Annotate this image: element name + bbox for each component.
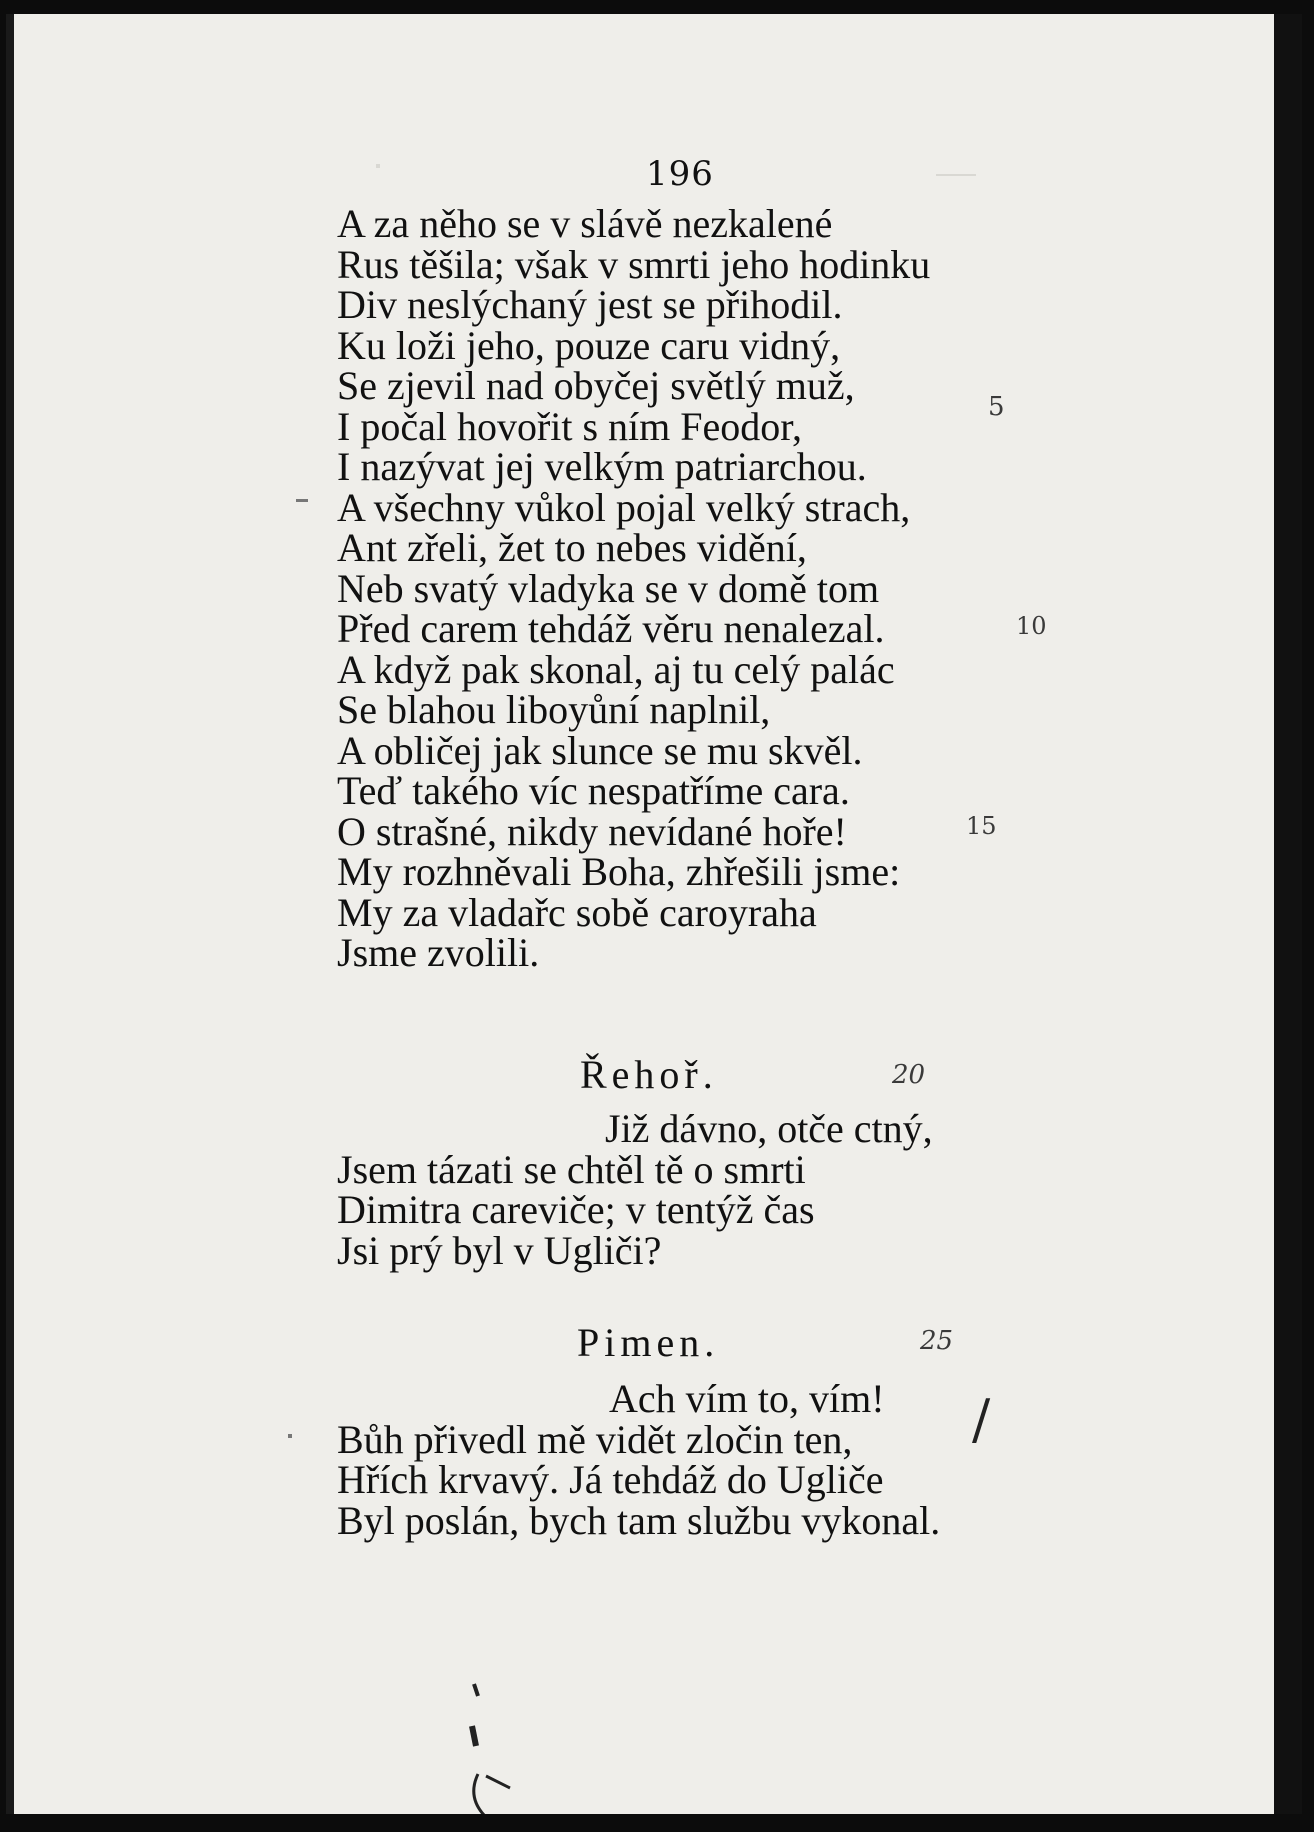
verse-line: Ku loži jeho, pouze caru vidný, [337, 322, 841, 368]
verse-line: Rus těšila; však v smrti jeho hodinku [337, 241, 931, 287]
page-number: 196 [646, 154, 714, 194]
ink-marks [466, 1664, 526, 1814]
handwritten-margin-number: 25 [920, 1326, 954, 1356]
handwritten-margin-number: 15 [966, 812, 997, 840]
verse-line: My rozhněvali Boha, zhřešili jsme: [337, 849, 901, 894]
smudge [296, 499, 308, 502]
verse-line: Již dávno, otče ctný, [605, 1106, 933, 1151]
verse-line: Jsme zvolili. [337, 930, 540, 975]
speaker-name-pimen: Pimen. [577, 1320, 720, 1365]
verse-line: Se blahou liboyůní naplnil, [337, 687, 771, 732]
handwritten-margin-number: 5 [988, 392, 1005, 422]
verse-block-1 [337, 201, 931, 975]
smudge [936, 174, 976, 176]
verse-line: A všechny vůkol pojal velký strach, [337, 484, 911, 530]
smudge [288, 1434, 292, 1438]
verse-line: Hřích krvavý. Já tehdáž do Ugliče [337, 1457, 884, 1502]
verse-line: Dimitra careviče; v tentýž čas [337, 1187, 815, 1232]
verse-block-2 [337, 1106, 933, 1273]
speaker-name-rehor: Řehoř. [580, 1052, 718, 1097]
verse-line: My za vladařc sobě caroyraha [337, 889, 817, 935]
verse-line: A když pak skonal, aj tu celý palác [337, 646, 895, 692]
handwritten-margin-number: 10 [1016, 612, 1047, 640]
page-left-edge [6, 14, 14, 1814]
handwritten-margin-number: 20 [892, 1060, 926, 1090]
book-page [6, 14, 1302, 1814]
verse-line: I počal hovořit s ním Feodor, [337, 403, 802, 449]
verse-line: Jsem tázati se chtěl tě o smrti [337, 1146, 806, 1192]
verse-line: Ant zřeli, žet to nebes vidění, [337, 525, 807, 570]
verse-line: O strašné, nikdy nevídané hoře! [337, 808, 847, 854]
verse-line: Div neslýchaný jest se přihodil. [337, 282, 843, 327]
page-right-edge [1274, 14, 1302, 1814]
verse-line: Teď takého víc nespatříme cara. [337, 768, 850, 813]
verse-line: A obličej jak slunce se mu skvěl. [337, 727, 863, 773]
verse-line: Bůh přivedl mě vidět zločin ten, [337, 1416, 853, 1462]
verse-line: I nazývat jej velkým patriarchou. [337, 444, 867, 489]
verse-line: Ach vím to, vím! [609, 1376, 885, 1421]
smudge [376, 164, 380, 168]
verse-line: Byl poslán, bych tam službu vykonal. [337, 1497, 941, 1543]
verse-line: A za něho se v slávě nezkalené [337, 201, 833, 246]
handwritten-slash-mark: / [972, 1388, 991, 1451]
verse-line: Se zjevil nad obyčej světlý muž, [337, 363, 855, 408]
verse-line: Neb svatý vladyka se v domě tom [337, 565, 880, 611]
verse-line: Před carem tehdáž věru nenalezal. [337, 606, 885, 651]
verse-block-3 [337, 1376, 941, 1543]
verse-line: Jsi prý byl v Ugliči? [337, 1227, 662, 1273]
